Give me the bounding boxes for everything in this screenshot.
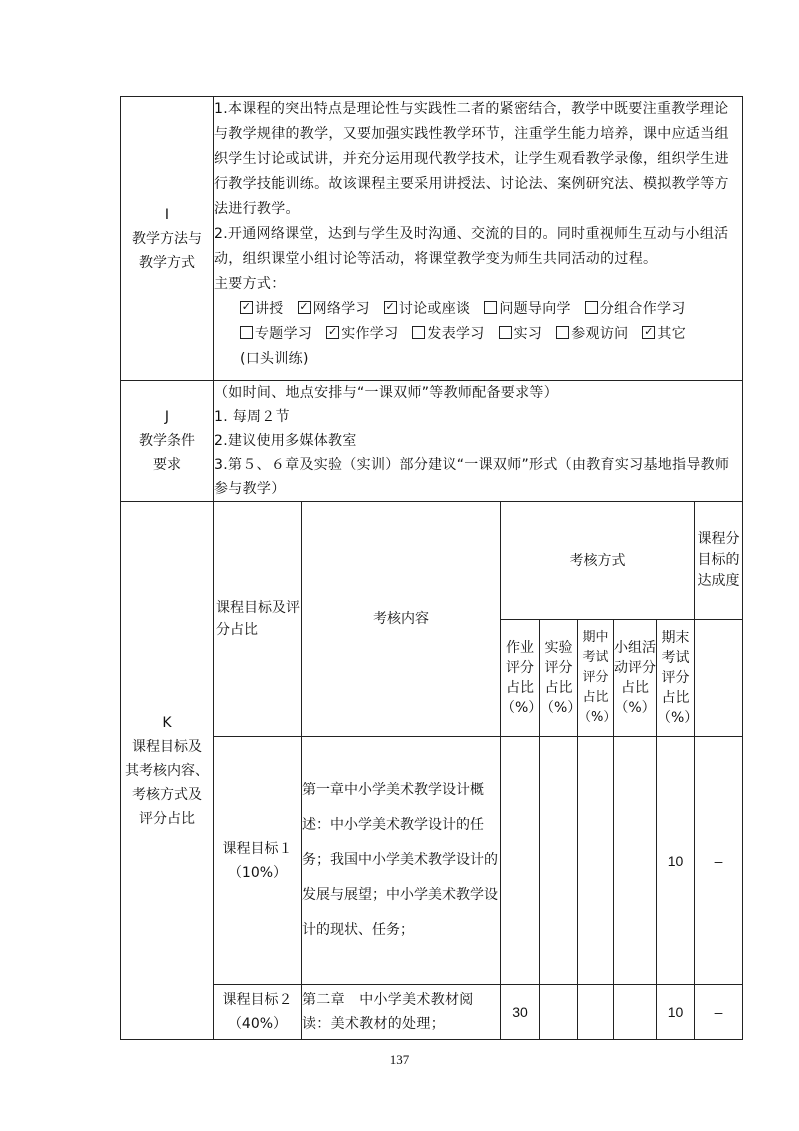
method-option[interactable] (484, 297, 571, 322)
section-j-title-1: 教学条件 (139, 433, 195, 449)
method-option-label: 讲授 (255, 301, 284, 317)
final-header: 期末考试评分占比（%） (657, 620, 695, 737)
section-i-content (214, 97, 743, 381)
syllabus-table (120, 96, 743, 1040)
section-i-para2: 2.开通网络课堂，达到与学生及时沟通、交流的目的。同时重视师生互动与小组活动，组织课堂小组讨论等活动，将课堂教学变为师生共同活动的过程。 (214, 226, 729, 267)
unchecked-box-icon[interactable] (240, 326, 253, 339)
method-options (214, 297, 742, 347)
section-j-line1: 1. 每周２节 (214, 409, 290, 425)
group-cell (614, 737, 657, 985)
section-j-letter: J (164, 409, 170, 425)
goal-cell (214, 985, 302, 1040)
section-i-para1: 1.本课程的突出特点是理论性与实践性二者的紧密结合，教学中既要注重教学理论与教学规律的教学，又要加强实践性教学环节，注重学生能力培养，课中应适当组织学生讨论或试讲，并充分运用现代教学技术，让学生观看教学录像，组织学生进行教学技能训练。故该课程主要采用讲授法、讨论法、案例研究法、模拟教学等方法进行教学。 (214, 101, 729, 217)
method-option-label: 讨论或座谈 (398, 301, 471, 317)
section-k-label (121, 502, 214, 1040)
section-i-letter: I (164, 206, 170, 223)
homework-cell (501, 737, 540, 985)
section-k-title-1: 课程目标及 (132, 738, 202, 755)
unchecked-box-icon[interactable] (499, 326, 512, 339)
method-option[interactable] (298, 297, 370, 322)
method-option[interactable] (326, 322, 398, 347)
checked-box-icon[interactable] (298, 301, 311, 314)
table-row (121, 737, 743, 985)
section-i-label (121, 97, 214, 381)
section-k-title-3: 考核方式及 (132, 786, 202, 803)
content-cell: 第一章中小学美术教学设计概述：中小学美术教学设计的任务；我国中小学美术教学设计的发展与展望；中小学美术教学设计的现状、任务； (302, 737, 501, 985)
method-option[interactable] (412, 322, 484, 347)
unchecked-box-icon[interactable] (412, 326, 425, 339)
method-option[interactable] (642, 322, 686, 347)
final-cell: 10 (657, 985, 695, 1040)
unchecked-box-icon[interactable] (585, 301, 598, 314)
method-option[interactable] (556, 322, 628, 347)
homework-cell: 30 (501, 985, 540, 1040)
group-header: 小组活动评分占比（%） (614, 620, 657, 737)
method-option[interactable] (585, 297, 686, 322)
main-methods-label: 主要方式： (214, 276, 286, 292)
section-j-content (214, 381, 743, 502)
section-j-row (121, 381, 743, 502)
section-k-letter: K (162, 714, 172, 731)
method-option-label: 其它 (657, 326, 687, 342)
checked-box-icon[interactable] (240, 301, 253, 314)
method-option[interactable] (240, 297, 284, 322)
method-option-label: 发表学习 (427, 326, 485, 342)
checked-box-icon[interactable] (642, 326, 655, 339)
homework-header: 作业评分占比（%） (501, 620, 540, 737)
method-option[interactable] (499, 322, 543, 347)
section-k-title-4: 评分占比 (139, 810, 195, 827)
final-cell: 10 (657, 737, 695, 985)
section-j-line2: 2.建议使用多媒体教室 (214, 433, 357, 449)
other-note: (口头训练) (240, 351, 309, 367)
method-column-header: 考核方式 (501, 502, 695, 620)
method-option-label: 问题导向学 (499, 301, 571, 317)
checked-box-icon[interactable] (326, 326, 339, 339)
method-option-label: 分组合作学习 (599, 301, 686, 317)
achievement-cell: – (695, 737, 743, 985)
section-i-title-2: 教学方式 (139, 254, 195, 271)
section-k-header-row (121, 502, 743, 620)
achievement-column-header: 课程分目标的达成度 (695, 502, 743, 620)
section-j-line0: （如时间、地点安排与“一课双师”等教师配备要求等） (214, 385, 559, 401)
lab-header: 实验评分占比（%） (540, 620, 578, 737)
method-option-label: 网络学习 (312, 301, 370, 317)
method-option-label: 实作学习 (341, 326, 399, 342)
lab-cell (540, 737, 578, 985)
unchecked-box-icon[interactable] (556, 326, 569, 339)
section-j-label (121, 381, 214, 502)
section-i-row (121, 97, 743, 381)
section-j-title-2: 要求 (153, 457, 181, 473)
midterm-cell (578, 985, 614, 1040)
group-cell (614, 985, 657, 1040)
page-number: 137 (389, 1052, 410, 1067)
checked-box-icon[interactable] (384, 301, 397, 314)
content-column-header: 考核内容 (302, 502, 501, 737)
goal-name: 课程目标１ (222, 840, 293, 857)
lab-cell (540, 985, 578, 1040)
method-option-label: 实习 (513, 326, 543, 342)
midterm-cell (578, 737, 614, 985)
method-option[interactable] (240, 322, 312, 347)
goal-column-header: 课程目标及评分占比 (214, 502, 302, 737)
midterm-header: 期中考试评分占比（%） (578, 620, 614, 737)
content-cell: 第二章 中小学美术教材阅读：美术教材的处理； (302, 985, 501, 1040)
section-i-title-1: 教学方法与 (132, 230, 202, 247)
method-option[interactable] (384, 297, 471, 322)
goal-pct: （40%） (227, 1016, 288, 1032)
section-j-line3: 3.第５、６章及实验（实训）部分建议“一课双师”形式（由教育实习基地指导教师参与教学） (214, 457, 730, 497)
achievement-cell: – (695, 985, 743, 1040)
unchecked-box-icon[interactable] (484, 301, 497, 314)
achievement-sub-empty (695, 620, 743, 737)
goal-pct: （10%） (227, 864, 288, 881)
goal-name: 课程目标２ (222, 992, 293, 1008)
goal-cell (214, 737, 302, 985)
table-row (121, 985, 743, 1040)
section-k-title-2: 其考核内容、 (125, 762, 209, 779)
method-option-label: 参观访问 (571, 326, 629, 342)
method-option-label: 专题学习 (255, 326, 313, 342)
